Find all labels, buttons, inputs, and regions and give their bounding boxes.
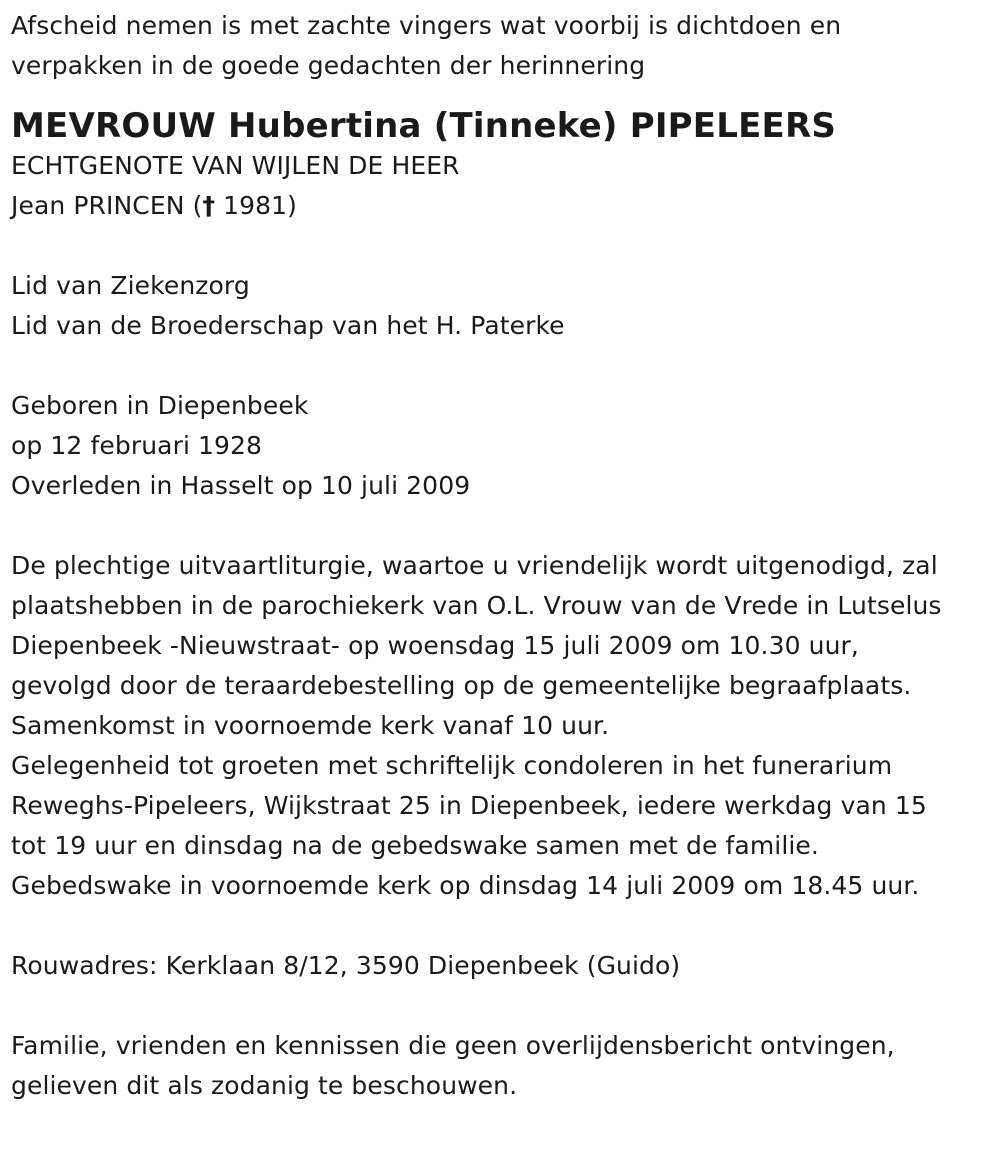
cross-icon: † bbox=[202, 191, 216, 220]
ceremony-line: plaatshebben in de parochiekerk van O.L. Vrouw van de Vrede in Lutselus bbox=[11, 591, 942, 620]
birth-place: Geboren in Diepenbeek bbox=[11, 391, 309, 420]
spacer bbox=[11, 986, 996, 1026]
ceremony-line: Gelegenheid tot groeten met schriftelijk condoleren in het funerarium bbox=[11, 751, 893, 780]
ceremony-line: Gebedswake in voornoemde kerk op dinsdag 14 juli 2009 om 18.45 uur. bbox=[11, 871, 920, 900]
membership-line: Lid van de Broederschap van het H. Paterke bbox=[11, 311, 565, 340]
spacer bbox=[11, 226, 996, 266]
ceremony-line: De plechtige uitvaartliturgie, waartoe u vriendelijk wordt uitgenodigd, zal bbox=[11, 551, 938, 580]
spacer bbox=[11, 906, 996, 946]
spouse-death-year: 1981) bbox=[215, 191, 297, 220]
spouse-name: Jean PRINCEN ( bbox=[11, 191, 203, 220]
ceremony-line: Samenkomst in voornoemde kerk vanaf 10 uur. bbox=[11, 711, 610, 740]
motto-line: verpakken in de goede gedachten der herinnering bbox=[11, 51, 646, 80]
death-info: Overleden in Hasselt op 10 juli 2009 bbox=[11, 471, 471, 500]
closing-note bbox=[11, 1026, 996, 1106]
spouse-name-line bbox=[11, 186, 996, 226]
spacer bbox=[11, 346, 996, 386]
spouse-line: ECHTGENOTE VAN WIJLEN DE HEER bbox=[11, 151, 460, 180]
ceremony-line: Diepenbeek -Nieuwstraat- op woensdag 15 juli 2009 om 10.30 uur, bbox=[11, 631, 859, 660]
memberships bbox=[11, 266, 996, 346]
ceremony-line: Reweghs-Pipeleers, Wijkstraat 25 in Diepenbeek, iedere werkdag van 15 bbox=[11, 791, 927, 820]
spouse-info bbox=[11, 146, 996, 226]
ceremony-line: tot 19 uur en dinsdag na de gebedswake samen met de familie. bbox=[11, 831, 819, 860]
mourning-address: Rouwadres: Kerklaan 8/12, 3590 Diepenbeek (Guido) bbox=[11, 951, 681, 980]
life-dates bbox=[11, 386, 996, 506]
motto bbox=[11, 6, 996, 86]
ceremony-details bbox=[11, 546, 996, 906]
deceased-name: MEVROUW Hubertina (Tinneke) PIPELEERS bbox=[11, 106, 837, 146]
closing-line: gelieven dit als zodanig te beschouwen. bbox=[11, 1071, 518, 1100]
birth-date: op 12 februari 1928 bbox=[11, 431, 263, 460]
motto-line: Afscheid nemen is met zachte vingers wat voorbij is dichtdoen en bbox=[11, 11, 842, 40]
spacer bbox=[11, 506, 996, 546]
obituary-notice bbox=[11, 6, 996, 1106]
membership-line: Lid van Ziekenzorg bbox=[11, 271, 250, 300]
closing-line: Familie, vrienden en kennissen die geen overlijdensbericht ontvingen, bbox=[11, 1031, 895, 1060]
ceremony-line: gevolgd door de teraardebestelling op de gemeentelijke begraafplaats. bbox=[11, 671, 912, 700]
